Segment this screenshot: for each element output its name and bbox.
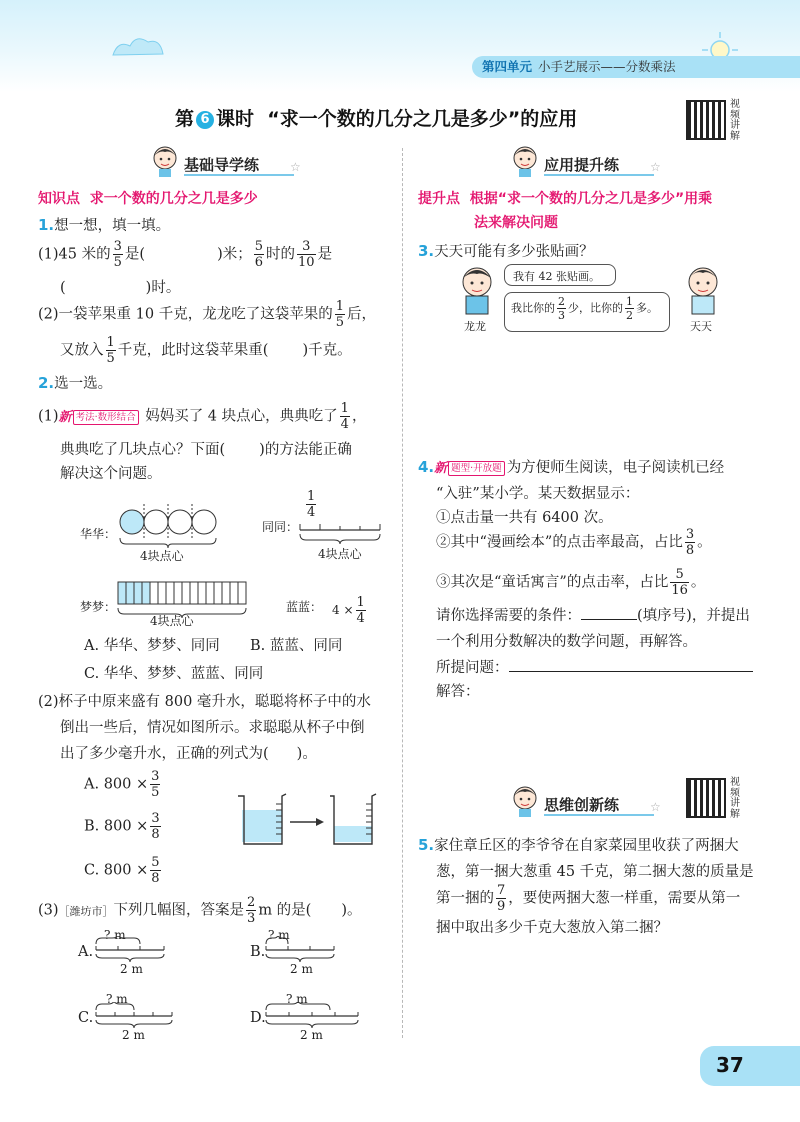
text: 是 — [317, 246, 333, 263]
q1-part2-line1 — [38, 300, 376, 329]
child-mascot-icon — [510, 784, 540, 818]
fraction — [113, 240, 123, 269]
text: )。 — [341, 902, 362, 919]
unit-label: 第四单元 — [482, 59, 533, 74]
q2-p2-option-a[interactable] — [84, 770, 162, 799]
name-lanlan: 蓝蓝： — [286, 600, 323, 614]
seg-c-qm: ? m — [106, 992, 128, 1006]
frac-num: 1 — [307, 489, 316, 504]
text: 时的 — [266, 246, 296, 263]
q4-line4: 一个利用分数解决的数学问题，再解答。 — [436, 634, 697, 650]
cups-figure — [236, 790, 386, 856]
title-main: “求一个数的几分之几是多少”的应用 — [267, 108, 578, 130]
star-icon: ☆ — [290, 160, 301, 174]
q5-line1 — [418, 834, 739, 855]
fraction — [106, 336, 116, 365]
text: )千克。 — [302, 342, 352, 359]
seg-b-qm: ? m — [268, 928, 290, 942]
text: (1) — [38, 408, 59, 425]
star-icon: ☆ — [650, 800, 661, 814]
q2-option-a[interactable]: A. 华华、梦梦、同同 — [84, 638, 220, 654]
frac-num: 3 — [297, 240, 316, 255]
fraction — [254, 240, 264, 269]
frac-den: 4 — [307, 505, 316, 520]
tongtong-fraction — [304, 490, 318, 519]
page-number-box — [700, 1046, 800, 1086]
text: 第一捆的 — [436, 890, 494, 907]
text: 。 — [690, 574, 706, 591]
section-underline — [184, 174, 294, 176]
section-underline — [544, 814, 654, 816]
q4-answer-label: 解答： — [436, 684, 480, 700]
page-title — [175, 104, 577, 131]
frac-num: 2 — [247, 895, 256, 910]
child-mascot-icon — [150, 144, 180, 178]
text: ( — [60, 280, 66, 296]
text: (填序号)，并提出 — [637, 608, 750, 624]
fraction — [150, 770, 160, 799]
name-mengmeng: 梦梦： — [80, 600, 117, 614]
frac-den: 4 — [356, 611, 365, 626]
text: C. 800 × — [84, 862, 149, 879]
qr-code-icon[interactable] — [686, 778, 726, 818]
text: 是( — [124, 246, 146, 263]
name-longlong: 龙龙 — [464, 320, 486, 333]
text: 下列几幅图，答案是 — [113, 902, 245, 919]
text: 所提问题： — [436, 660, 509, 676]
fraction — [496, 884, 506, 913]
q2-option-b[interactable]: B. 蓝蓝、同同 — [250, 638, 343, 654]
new-mark: 新 — [58, 409, 72, 425]
q1-part1-line2 — [60, 276, 180, 297]
frac-num: 1 — [356, 595, 365, 610]
text: 千克，此时这袋苹果重( — [117, 342, 269, 359]
unit-title: 小手艺展示——分数乘法 — [538, 59, 676, 74]
text: 家住章丘区的李爷爷在自家菜园里收获了两捆大 — [434, 838, 739, 854]
q2-part3-line1 — [38, 896, 362, 925]
fraction — [340, 402, 350, 431]
text: 请你选择需要的条件： — [436, 608, 581, 624]
question-tag: 题型·开放题 — [448, 461, 505, 476]
q1-text: 想一想，填一填。 — [54, 218, 171, 234]
text: )时。 — [145, 280, 181, 296]
q5-line2: 葱，第一捆大葱重 45 千克，第二捆大葱的质量是 — [436, 864, 754, 880]
point-label: 提升点 — [418, 191, 460, 207]
seg-option-d-label[interactable]: D. — [250, 1010, 266, 1026]
text: 。 — [697, 534, 712, 551]
q1-header — [38, 214, 170, 235]
frac-num: 3 — [685, 527, 695, 542]
longlong-character-icon — [456, 264, 498, 316]
q2-option-c[interactable]: C. 华华、梦梦、蓝蓝、同同 — [84, 666, 264, 682]
frac-num: 7 — [497, 883, 506, 898]
fraction — [356, 596, 366, 625]
point-label: 知识点 — [38, 191, 80, 207]
question-tag: 考法·数形结合 — [73, 410, 139, 425]
q5-line3 — [436, 884, 740, 913]
frac-den: 8 — [685, 543, 695, 558]
qr-label: 视频讲解 — [730, 777, 740, 820]
q2-p2-option-c[interactable] — [84, 856, 163, 885]
fraction — [685, 528, 695, 557]
child-mascot-icon — [510, 144, 540, 178]
q2-part2-line1: (2)杯子中原来盛有 800 毫升水，聪聪将杯子中的水 — [38, 694, 371, 710]
qr-label: 视频讲解 — [730, 99, 740, 142]
text: 妈妈买了 4 块点心，典典吃了 — [145, 408, 338, 425]
q4-line1 — [418, 456, 724, 477]
q2-header — [38, 372, 112, 393]
decor-cloud-icon — [108, 30, 168, 60]
fraction — [246, 896, 256, 925]
qr-code-icon[interactable] — [686, 100, 726, 140]
text: )。 — [296, 746, 317, 762]
fraction — [335, 300, 345, 329]
speech-bubble-longlong: 我有 42 张贴画。 — [504, 264, 616, 286]
text: )的方法能正确 — [259, 442, 352, 458]
q2-number: 2. — [38, 374, 55, 392]
frac-den: 8 — [151, 827, 160, 842]
frac-den: 10 — [298, 255, 315, 270]
text: ③其次是“童话寓言”的点击率，占比 — [436, 574, 669, 591]
text: )米； — [217, 246, 252, 263]
q4-ask-line — [436, 656, 753, 677]
frac-den: 16 — [671, 583, 688, 598]
frac-num: 1 — [626, 295, 633, 308]
frac-den: 5 — [151, 785, 160, 800]
text: ，要使两捆大葱一样重，需要从第一 — [508, 890, 741, 907]
text: B. 800 × — [84, 818, 149, 835]
frac-num: 1 — [106, 335, 115, 350]
q5-number: 5. — [418, 836, 435, 854]
fraction — [150, 856, 160, 885]
q4-line3 — [436, 604, 750, 625]
frac-den: 9 — [497, 899, 506, 914]
seg-d-qm: ? m — [286, 992, 308, 1006]
new-mark: 新 — [434, 461, 448, 476]
star-icon: ☆ — [650, 160, 661, 174]
section-banner-basic — [150, 150, 310, 178]
lesson-number: 6 — [196, 111, 214, 129]
q3-text: 天天可能有多少张贴画？ — [434, 244, 594, 260]
name-tiantian: 天天 — [690, 320, 712, 333]
section-title-basic: 基础导学练 — [184, 156, 260, 174]
q4-condition-3 — [436, 568, 705, 597]
speech-bubble-tiantian — [504, 292, 670, 332]
text: 我比你的 — [511, 301, 555, 315]
q1-number: 1. — [38, 216, 55, 234]
text: 典典吃了几块点心？下面( — [60, 442, 226, 458]
frac-num: 5 — [254, 239, 264, 254]
tiantian-character-icon — [682, 264, 724, 316]
section-underline — [544, 174, 654, 176]
column-divider — [402, 148, 403, 1038]
text: 为方便师生阅读，电子阅读机已经 — [506, 460, 725, 476]
seg-a-2m: 2 m — [120, 962, 143, 976]
fraction — [557, 296, 566, 321]
seg-c-2m: 2 m — [122, 1028, 145, 1042]
q3-number: 3. — [418, 242, 435, 260]
text: 少，比你的 — [568, 301, 623, 315]
fraction — [306, 490, 316, 519]
frac-den: 4 — [340, 417, 349, 432]
frac-den: 3 — [247, 911, 256, 926]
text: 又放入 — [60, 342, 104, 359]
frac-den: 3 — [558, 309, 565, 322]
fraction — [150, 812, 160, 841]
seg-option-c-label[interactable]: C. — [78, 1010, 94, 1026]
q4-number: 4. — [418, 458, 435, 476]
section-title-applied: 应用提升练 — [544, 156, 620, 174]
q4-line2: “入驻”某小学。某天数据显示： — [436, 486, 640, 502]
name-tongtong: 同同： — [262, 520, 299, 534]
page-number: 37 — [716, 1053, 744, 1077]
section-banner-applied — [510, 150, 670, 178]
frac-num: 1 — [335, 299, 344, 314]
upgrade-point-line2: 法来解决问题 — [474, 215, 558, 231]
q2-text: 选一选。 — [54, 376, 113, 392]
fraction — [625, 296, 634, 321]
seg-d-2m: 2 m — [300, 1028, 323, 1042]
point-text: 求一个数的几分之几是多少 — [89, 191, 258, 207]
text: 多。 — [636, 301, 658, 315]
question-blank[interactable] — [509, 671, 753, 672]
city-tag: ［潍坊市］ — [58, 904, 114, 918]
section-banner-creative — [510, 790, 670, 818]
frac-den: 5 — [106, 351, 115, 366]
q2-part1-line3: 解决这个问题。 — [60, 466, 162, 482]
text: (3) — [38, 902, 59, 919]
frac-den: 8 — [151, 871, 160, 886]
huahua-label: 4块点心 — [140, 549, 184, 563]
mengmeng-label: 4块点心 — [150, 614, 194, 628]
frac-num: 1 — [340, 401, 349, 416]
text: (1)45 米的 — [38, 246, 111, 263]
text: 后， — [347, 306, 376, 323]
frac-den: 5 — [335, 315, 344, 330]
text: ， — [351, 408, 367, 425]
title-pre: 第 — [175, 108, 195, 130]
unit-bar — [472, 56, 800, 78]
text: ②其中“漫画绘本”的点击率最高，占比 — [436, 534, 683, 551]
frac-num: 3 — [113, 239, 122, 254]
q2-part1-line1 — [38, 402, 366, 431]
frac-num: 2 — [558, 295, 565, 308]
text: 出了多少毫升水，正确的列式为( — [60, 746, 269, 762]
q3-header — [418, 240, 594, 261]
q5-line4: 捆中取出多少千克大葱放入第二捆？ — [436, 920, 668, 936]
frac-den: 6 — [254, 255, 264, 270]
frac-num: 5 — [151, 855, 160, 870]
q1-part1-line1 — [38, 240, 332, 269]
text: (2)一袋苹果重 10 千克，龙龙吃了这袋苹果的 — [38, 306, 333, 323]
q4-condition-2 — [436, 528, 712, 557]
lanlan-expression — [332, 596, 368, 625]
frac-num: 5 — [670, 568, 689, 583]
tongtong-label: 4块点心 — [318, 547, 362, 561]
q4-condition-1: ①点击量一共有 6400 次。 — [436, 510, 613, 526]
seg-option-b-label[interactable]: B. — [250, 944, 266, 960]
q2-part2-line3 — [60, 742, 317, 763]
frac-den: 5 — [113, 255, 122, 270]
fraction — [297, 240, 316, 269]
text: A. 800 × — [84, 776, 149, 793]
fraction — [670, 568, 689, 597]
condition-blank[interactable] — [581, 619, 637, 620]
frac-num: 3 — [151, 769, 160, 784]
text: m 的是( — [258, 902, 312, 919]
q1-part2-line2 — [60, 336, 352, 365]
seg-b-2m: 2 m — [290, 962, 313, 976]
seg-option-a-label[interactable]: A. — [78, 944, 94, 960]
seg-a-qm: ? m — [104, 928, 126, 942]
name-huahua: 华华： — [80, 527, 117, 541]
q2-part2-line2: 倒出一些后，情况如图所示。求聪聪从杯子中倒 — [60, 720, 365, 736]
q2-p2-option-b[interactable] — [84, 812, 163, 841]
knowledge-point — [38, 188, 258, 208]
q2-part1-line2 — [60, 438, 352, 459]
frac-num: 3 — [151, 811, 160, 826]
upgrade-point-line1 — [418, 188, 712, 208]
title-post: 课时 — [216, 108, 255, 130]
section-title-creative: 思维创新练 — [544, 796, 620, 814]
text: 4 × — [332, 603, 354, 617]
point-text: 根据“求一个数的几分之几是多少”用乘 — [469, 191, 713, 207]
frac-den: 2 — [626, 309, 633, 322]
